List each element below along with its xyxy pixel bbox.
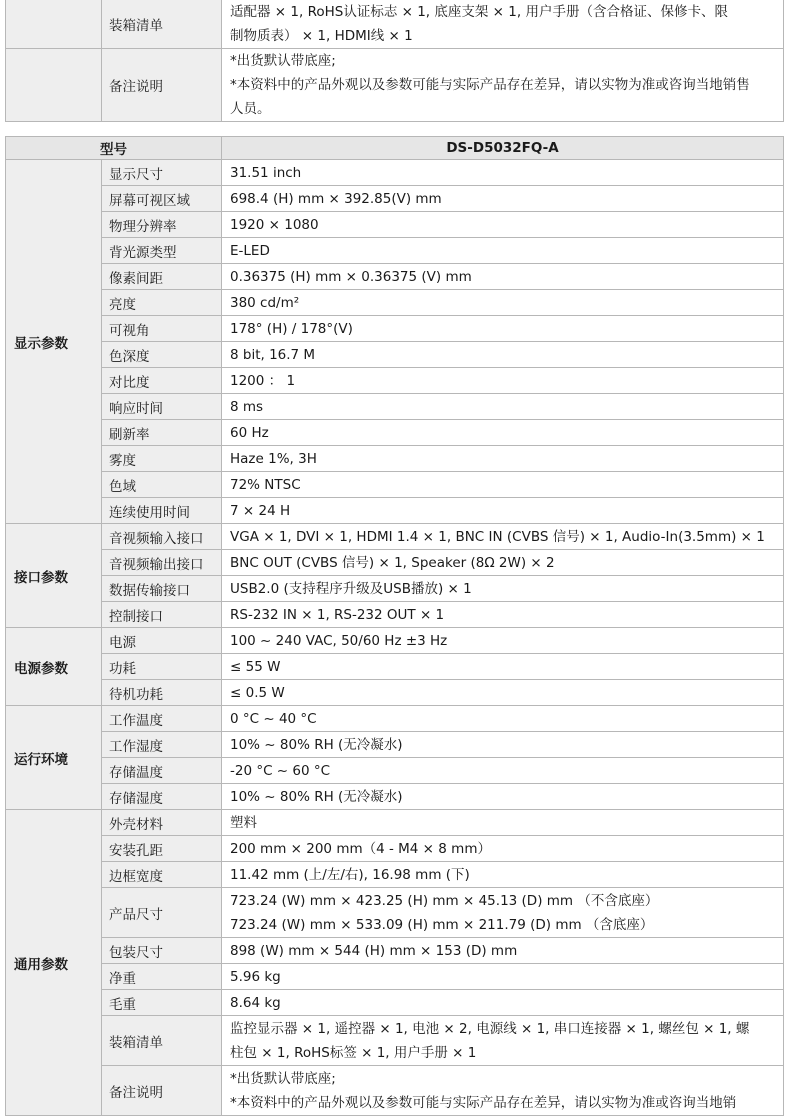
spec-value-line: RS-232 IN × 1, RS-232 OUT × 1 (230, 606, 445, 623)
table-row (6, 446, 784, 472)
spec-value (222, 394, 784, 420)
spec-value-line: E-LED (230, 242, 270, 259)
spec-value-line: USB2.0 (支持程序升级及USB播放) × 1 (230, 580, 472, 597)
spec-value-line: 100 ~ 240 VAC, 50/60 Hz ±3 Hz (230, 632, 448, 649)
spec-value-line: 监控显示器 × 1, 遥控器 × 1, 电池 × 2, 电源线 × 1, 串口连接器 × 1, 螺丝包 × 1, 螺 (230, 1020, 750, 1037)
table-row (6, 1066, 784, 1116)
spec-label: 存储温度 (102, 758, 222, 784)
spec-value (222, 1016, 784, 1066)
table-row (6, 368, 784, 394)
table-row (6, 732, 784, 758)
spec-value-line: 10% ~ 80% RH (无冷凝水) (230, 788, 403, 805)
table-row (6, 394, 784, 420)
spec-value-line: *出货默认带底座; (230, 53, 336, 69)
spec-label: 外壳材料 (102, 810, 222, 836)
table-row (6, 49, 784, 122)
spec-value-line: 0 °C ~ 40 °C (230, 710, 317, 727)
table-row (6, 810, 784, 836)
spec-value-line: 8 ms (230, 398, 264, 415)
spec-label: 雾度 (102, 446, 222, 472)
spec-value-line: 制物质表） × 1, HDMI线 × 1 (230, 28, 413, 44)
table-row (6, 498, 784, 524)
spec-value-line: 31.51 inch (230, 164, 302, 181)
spec-label: 对比度 (102, 368, 222, 394)
spec-value (222, 472, 784, 498)
category-cell: 显示参数 (6, 160, 102, 524)
table-row (6, 680, 784, 706)
spec-value (222, 964, 784, 990)
category-cell (6, 0, 102, 49)
spec-label: 连续使用时间 (102, 498, 222, 524)
model-header-value: DS-D5032FQ-A (222, 137, 784, 160)
table-row (6, 0, 784, 49)
spec-value (222, 576, 784, 602)
table-row (6, 836, 784, 862)
spec-label: 边框宽度 (102, 862, 222, 888)
spec-value (222, 264, 784, 290)
table-row (6, 342, 784, 368)
spec-label: 存储湿度 (102, 784, 222, 810)
table-row (6, 472, 784, 498)
spec-label: 可视角 (102, 316, 222, 342)
spec-value-line: 723.24 (W) mm × 423.25 (H) mm × 45.13 (D) mm （不含底座） (230, 892, 659, 909)
spec-value (222, 368, 784, 394)
spec-value-line: 柱包 × 1, RoHS标签 × 1, 用户手册 × 1 (230, 1044, 477, 1061)
spec-value-line: 723.24 (W) mm × 533.09 (H) mm × 211.79 (D) mm （含底座） (230, 916, 654, 933)
spec-label: 装箱清单 (102, 1016, 222, 1066)
spec-value (222, 888, 784, 938)
table-row (6, 1016, 784, 1066)
spec-value (222, 290, 784, 316)
spec-label: 色深度 (102, 342, 222, 368)
spec-value (222, 784, 784, 810)
spec-value (222, 602, 784, 628)
spec-label: 屏幕可视区域 (102, 186, 222, 212)
table-row (6, 264, 784, 290)
category-cell: 电源参数 (6, 628, 102, 706)
spec-label: 毛重 (102, 990, 222, 1016)
spec-value-line: 380 cd/m² (230, 294, 300, 311)
spec-value (222, 1066, 784, 1116)
table-row (6, 524, 784, 550)
spec-value (222, 990, 784, 1016)
spec-value (222, 810, 784, 836)
table-row (6, 420, 784, 446)
spec-value-line: 60 Hz (230, 424, 269, 441)
spec-label: 备注说明 (102, 1066, 222, 1116)
spec-label: 待机功耗 (102, 680, 222, 706)
spec-value (222, 49, 784, 122)
spec-label: 数据传输接口 (102, 576, 222, 602)
spec-value (222, 342, 784, 368)
table-row (6, 784, 784, 810)
category-cell: 运行环境 (6, 706, 102, 810)
spec-label: 安装孔距 (102, 836, 222, 862)
spec-value (222, 316, 784, 342)
table-row (6, 654, 784, 680)
spec-value-line: 72% NTSC (230, 476, 301, 493)
table-row (6, 706, 784, 732)
spec-label: 像素间距 (102, 264, 222, 290)
spec-value (222, 238, 784, 264)
spec-label: 刷新率 (102, 420, 222, 446)
spec-value (222, 550, 784, 576)
spec-value-line: *本资料中的产品外观以及参数可能与实际产品存在差异，请以实物为准或咨询当地销 (230, 1094, 737, 1111)
table-row (6, 238, 784, 264)
spec-value (222, 732, 784, 758)
spec-value-line: 塑料 (230, 814, 257, 831)
table-row (6, 990, 784, 1016)
spec-value-line: ≤ 55 W (230, 658, 281, 675)
table-row (6, 186, 784, 212)
spec-value (222, 0, 784, 49)
spec-label: 音视频输入接口 (102, 524, 222, 550)
spec-value-line: 7 × 24 H (230, 502, 291, 519)
spec-label: 功耗 (102, 654, 222, 680)
spec-value (222, 446, 784, 472)
spec-value-line: 698.4 (H) mm × 392.85(V) mm (230, 190, 442, 207)
spec-value (222, 212, 784, 238)
spec-value-line: -20 °C ~ 60 °C (230, 762, 331, 779)
spec-label: 色域 (102, 472, 222, 498)
spec-value (222, 628, 784, 654)
spec-label: 响应时间 (102, 394, 222, 420)
spec-value-line: 8.64 kg (230, 994, 281, 1011)
table-row (6, 628, 784, 654)
table-row (6, 290, 784, 316)
spec-value (222, 160, 784, 186)
spec-value-line: BNC OUT (CVBS 信号) × 1, Speaker (8Ω 2W) × 2 (230, 554, 555, 571)
table-row (6, 550, 784, 576)
header-row (6, 137, 784, 160)
category-cell: 通用参数 (6, 810, 102, 1116)
spec-value (222, 420, 784, 446)
spec-value-line: 898 (W) mm × 544 (H) mm × 153 (D) mm (230, 942, 518, 959)
spec-value-line: ≤ 0.5 W (230, 684, 285, 701)
spec-value-line: 10% ~ 80% RH (无冷凝水) (230, 736, 403, 753)
spec-value-line: 11.42 mm (上/左/右), 16.98 mm (下) (230, 866, 470, 883)
spec-value (222, 862, 784, 888)
spec-label: 控制接口 (102, 602, 222, 628)
spec-value (222, 836, 784, 862)
table-row (6, 602, 784, 628)
spec-label: 工作温度 (102, 706, 222, 732)
category-cell (6, 49, 102, 122)
spec-value-line: 1200 ： 1 (230, 372, 296, 389)
model-header-label: 型号 (6, 137, 222, 160)
spec-label: 显示尺寸 (102, 160, 222, 186)
spec-value-line: 200 mm × 200 mm（4 - M4 × 8 mm） (230, 840, 491, 857)
spec-value-line: 5.96 kg (230, 968, 281, 985)
spec-value (222, 654, 784, 680)
category-cell: 接口参数 (6, 524, 102, 628)
spec-label: 亮度 (102, 290, 222, 316)
spec-value (222, 758, 784, 784)
spec-value-line: 适配器 × 1, RoHS认证标志 × 1, 底座支架 × 1, 用户手册（含合格证、保修卡、限 (230, 4, 728, 20)
top-spec-table (5, 0, 784, 122)
table-row (6, 938, 784, 964)
spec-label: 净重 (102, 964, 222, 990)
table-row (6, 888, 784, 938)
spec-label: 产品尺寸 (102, 888, 222, 938)
spec-value (222, 938, 784, 964)
spec-value (222, 706, 784, 732)
spec-value-line: *出货默认带底座; (230, 1070, 336, 1087)
table-row (6, 964, 784, 990)
table-row (6, 576, 784, 602)
spec-label: 电源 (102, 628, 222, 654)
table-row (6, 862, 784, 888)
table-row (6, 316, 784, 342)
spec-label: 备注说明 (102, 49, 222, 122)
spec-value-line: *本资料中的产品外观以及参数可能与实际产品存在差异，请以实物为准或咨询当地销售 (230, 77, 750, 93)
spec-label: 包装尺寸 (102, 938, 222, 964)
spec-label: 音视频输出接口 (102, 550, 222, 576)
spec-value-line: 178° (H) / 178°(V) (230, 320, 353, 337)
spec-value-line: VGA × 1, DVI × 1, HDMI 1.4 × 1, BNC IN (CVBS 信号) × 1, Audio-In(3.5mm) × 1 (230, 528, 765, 545)
spec-value-line: 1920 × 1080 (230, 216, 319, 233)
spec-value (222, 680, 784, 706)
spec-label: 物理分辨率 (102, 212, 222, 238)
spec-value (222, 524, 784, 550)
spec-value-line: 8 bit, 16.7 M (230, 346, 316, 363)
table-row (6, 212, 784, 238)
spec-value-line: 人员。 (230, 101, 271, 117)
table-row (6, 160, 784, 186)
spec-value-line: Haze 1%, 3H (230, 450, 317, 467)
spec-value-line: 0.36375 (H) mm × 0.36375 (V) mm (230, 268, 472, 285)
spec-label: 背光源类型 (102, 238, 222, 264)
table-row (6, 758, 784, 784)
spec-value (222, 498, 784, 524)
spec-table (5, 136, 784, 1116)
spec-label: 装箱清单 (102, 0, 222, 49)
spec-label: 工作湿度 (102, 732, 222, 758)
spec-value (222, 186, 784, 212)
